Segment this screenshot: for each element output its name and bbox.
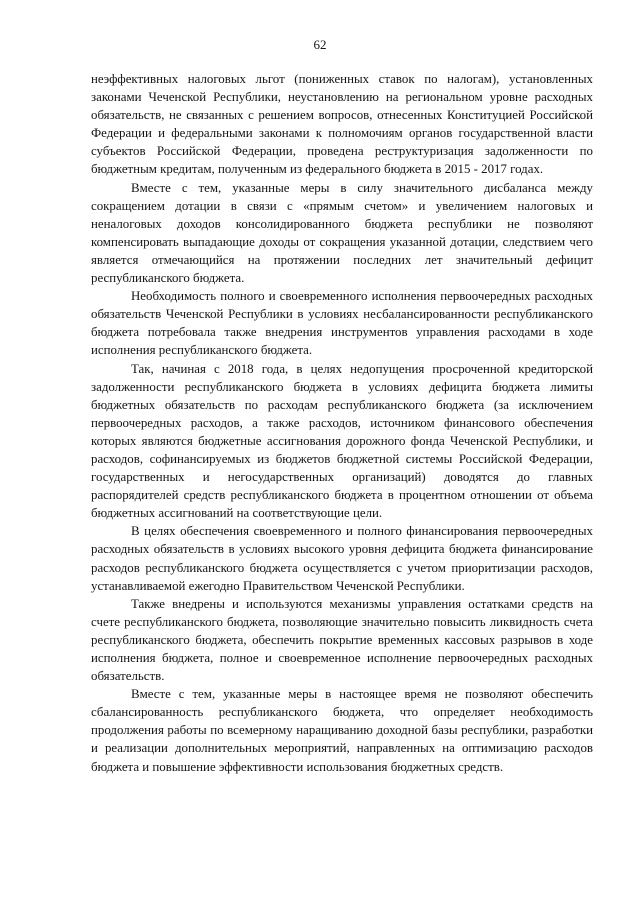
document-body: [91, 70, 593, 776]
paragraph: Вместе с тем, указанные меры в силу значительного дисбаланса между сокращением дотации в связи с «прямым счетом» и увеличением налоговых и неналоговых доходов консолидированного бюджета республики не позволяют компенсировать выпадающие доходы от сокращения указанной дотации, следствием чего является отмечающийся на протяжении последних лет значительный дефицит республиканского бюджета.: [91, 180, 593, 286]
paragraph: Необходимость полного и своевременного исполнения первоочередных расходных обязательств Чеченской Республики в условиях несбалансированности республиканского бюджета потребовала также внедрения инструментов управления расходами в ходе исполнения республиканского бюджета.: [91, 289, 593, 358]
page-number: 62: [313, 37, 327, 52]
paragraph: неэффективных налоговых льгот (пониженных ставок по налогам), установленных законами Чеченской Республики, неустановлению на региональном уровне расходных обязательств, не связанных с решением вопросов, отнесенных Конституцией Российской Федерации и федеральными законами к полномочиям органов государственной власти субъектов Российской Федерации, проведена реструктуризация задолженности по бюджетным кредитам, полученным из федерального бюджета в 2015 - 2017 годах.: [91, 72, 593, 177]
paragraph: Также внедрены и используются механизмы управления остатками средств на счете республиканского бюджета, позволяющие значительно повысить ликвидность счета республиканского бюджета, обеспечить покрытие временных кассовых разрывов в ходе исполнения бюджета, полное и своевременное исполнение первоочередных расходных обязательств.: [91, 596, 593, 684]
paragraph: В целях обеспечения своевременного и полного финансирования первоочередных расходных обязательств в условиях высокого уровня дефицита бюджета финансирование расходов республиканского бюджета осуществляется с учетом приоритизации расходов, устанавливаемой ежегодно Правительством Чеченской Республики.: [91, 524, 593, 593]
paragraph: Так, начиная с 2018 года, в целях недопущения просроченной кредиторской задолженности республиканского бюджета в условиях дефицита бюджета лимиты бюджетных обязательств по расходам республиканского бюджета (за исключением первоочередных расходов, а также расходов, источником финансового обеспечения которых являются бюджетные ассигнования дорожного фонда Чеченской Республики, и расходов, софинансируемых из бюджетов бюджетной системы Российской Федерации, государственных и негосударственных организаций) доводятся до главных распорядителей средств республиканского бюджета в процентном отношении от объема бюджетных ассигнований на соответствующие цели.: [91, 361, 593, 521]
paragraph: Вместе с тем, указанные меры в настоящее время не позволяют обеспечить сбалансированность республиканского бюджета, что определяет необходимость продолжения работы по всемерному наращиванию доходной базы республики, разработки и реализации дополнительных мероприятий, направленных на оптимизацию расходов бюджета и повышение эффективности использования бюджетных средств.: [91, 687, 593, 774]
